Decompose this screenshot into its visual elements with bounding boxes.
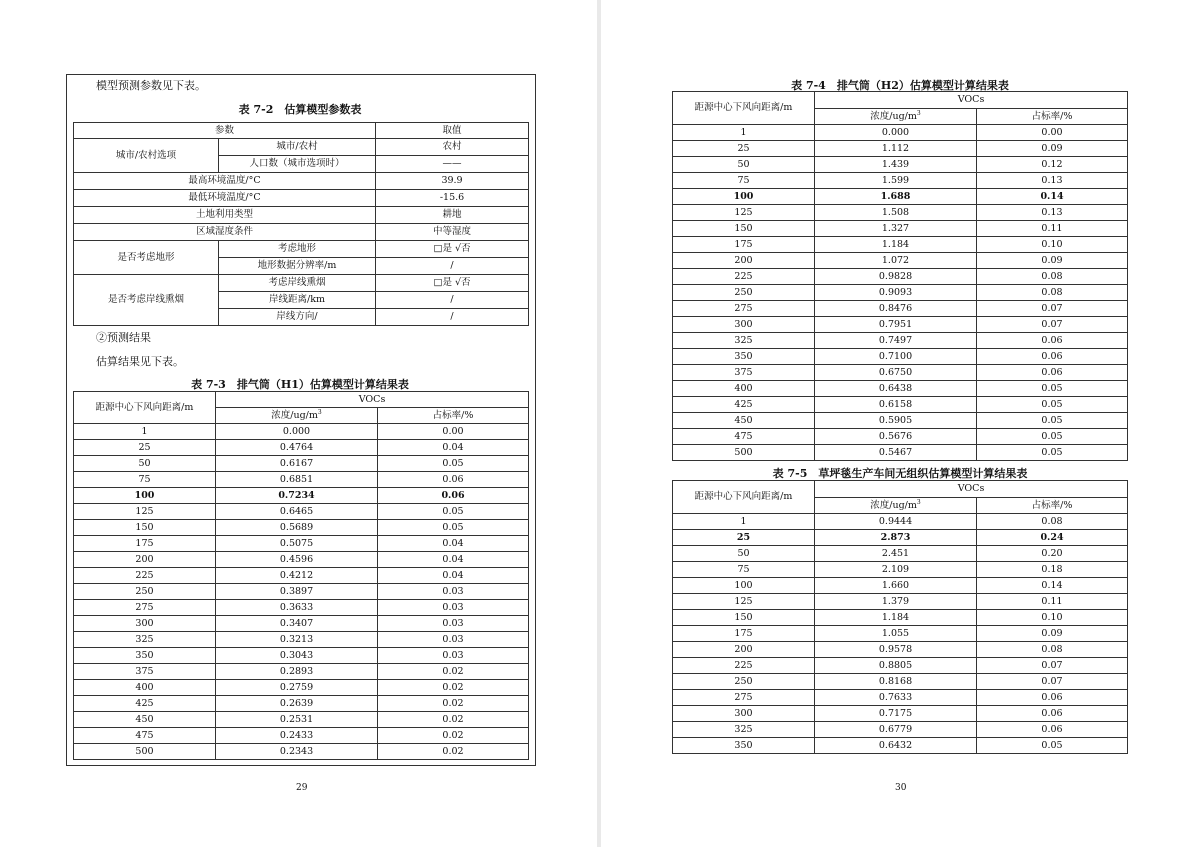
- ratio-cell: 0.13: [977, 173, 1128, 189]
- concentration-cell: 0.8805: [815, 658, 977, 674]
- table-row: [673, 626, 1128, 642]
- concentration-cell: 0.5467: [815, 445, 977, 461]
- table-row: [74, 680, 529, 696]
- table-row: [673, 205, 1128, 221]
- distance-cell: 200: [74, 552, 216, 568]
- distance-cell: 100: [673, 189, 815, 205]
- ratio-cell: 0.14: [977, 189, 1128, 205]
- table-row: [74, 440, 529, 456]
- distance-cell: 325: [673, 333, 815, 349]
- ratio-cell: 0.04: [378, 440, 529, 456]
- concentration-cell: 0.6167: [216, 456, 378, 472]
- concentration-cell: 1.599: [815, 173, 977, 189]
- ratio-cell: 0.05: [977, 413, 1128, 429]
- table-row: [673, 269, 1128, 285]
- concentration-cell: 0.3897: [216, 584, 378, 600]
- col-distance-header: 距源中心下风向距离/m: [673, 92, 815, 125]
- result-intro-text: 估算结果见下表。: [96, 355, 184, 368]
- concentration-cell: 0.2343: [216, 744, 378, 760]
- param-name: 区域湿度条件: [74, 224, 376, 241]
- table-row: [74, 472, 529, 488]
- table-row: [74, 744, 529, 760]
- col-ratio-header: 占标率/%: [378, 408, 529, 424]
- distance-cell: 225: [74, 568, 216, 584]
- table-row: [74, 712, 529, 728]
- concentration-cell: 0.2759: [216, 680, 378, 696]
- ratio-cell: 0.10: [977, 237, 1128, 253]
- document-page-right: [601, 0, 1202, 847]
- table-row: [74, 632, 529, 648]
- distance-cell: 25: [74, 440, 216, 456]
- concentration-cell: 0.7497: [815, 333, 977, 349]
- distance-cell: 500: [673, 445, 815, 461]
- table-row: [673, 690, 1128, 706]
- concentration-cell: 0.6750: [815, 365, 977, 381]
- col-ratio-header: 占标率/%: [977, 109, 1128, 125]
- table-row: [673, 642, 1128, 658]
- table-row: [673, 157, 1128, 173]
- concentration-cell: 0.6779: [815, 722, 977, 738]
- param-name: 土地利用类型: [74, 207, 376, 224]
- distance-cell: 450: [74, 712, 216, 728]
- table-row: [673, 333, 1128, 349]
- distance-cell: 200: [673, 642, 815, 658]
- table-row: [673, 722, 1128, 738]
- distance-cell: 475: [673, 429, 815, 445]
- distance-cell: 100: [74, 488, 216, 504]
- table-row: [673, 381, 1128, 397]
- concentration-cell: 0.6158: [815, 397, 977, 413]
- table-row: [673, 173, 1128, 189]
- table-row: [673, 445, 1128, 461]
- coastline-label: 是否考虑岸线熏烟: [74, 275, 219, 326]
- concentration-cell: 0.3633: [216, 600, 378, 616]
- table-row: [74, 568, 529, 584]
- distance-cell: 425: [673, 397, 815, 413]
- ratio-cell: 0.08: [977, 269, 1128, 285]
- distance-cell: 475: [74, 728, 216, 744]
- ratio-cell: 0.05: [977, 381, 1128, 397]
- ratio-cell: 0.03: [378, 584, 529, 600]
- ratio-cell: 0.06: [378, 472, 529, 488]
- distance-cell: 75: [74, 472, 216, 488]
- param-value: 中等湿度: [376, 224, 529, 241]
- table-row: [673, 317, 1128, 333]
- ratio-cell: 0.02: [378, 712, 529, 728]
- concentration-cell: 0.2893: [216, 664, 378, 680]
- distance-cell: 150: [74, 520, 216, 536]
- ratio-cell: 0.03: [378, 616, 529, 632]
- distance-cell: 100: [673, 578, 815, 594]
- table-row: [673, 562, 1128, 578]
- distance-cell: 375: [673, 365, 815, 381]
- table-row: [74, 504, 529, 520]
- table-7-3-caption: 表 7-3 排气筒（H1）估算模型计算结果表: [191, 378, 409, 391]
- ratio-cell: 0.08: [977, 514, 1128, 530]
- table-row: [74, 696, 529, 712]
- table-row: [74, 616, 529, 632]
- distance-cell: 200: [673, 253, 815, 269]
- ratio-cell: 0.05: [977, 738, 1128, 754]
- ratio-cell: 0.09: [977, 626, 1128, 642]
- concentration-cell: 1.112: [815, 141, 977, 157]
- ratio-cell: 0.06: [977, 349, 1128, 365]
- table-row: [673, 594, 1128, 610]
- ratio-cell: 0.09: [977, 253, 1128, 269]
- table-7-5-caption: 表 7-5 草坪毯生产车间无组织估算模型计算结果表: [772, 467, 1028, 480]
- table-row: [673, 365, 1128, 381]
- ratio-cell: 0.10: [977, 610, 1128, 626]
- table-row: [673, 706, 1128, 722]
- distance-cell: 1: [74, 424, 216, 440]
- concentration-cell: 0.7951: [815, 317, 977, 333]
- concentration-cell: 0.9578: [815, 642, 977, 658]
- ratio-cell: 0.00: [378, 424, 529, 440]
- table-row: [673, 530, 1128, 546]
- distance-cell: 300: [74, 616, 216, 632]
- ratio-cell: 0.07: [977, 317, 1128, 333]
- concentration-cell: 0.2531: [216, 712, 378, 728]
- concentration-cell: 0.5075: [216, 536, 378, 552]
- concentration-cell: 1.660: [815, 578, 977, 594]
- distance-cell: 500: [74, 744, 216, 760]
- table-row: [673, 429, 1128, 445]
- concentration-cell: 1.055: [815, 626, 977, 642]
- concentration-cell: 0.4212: [216, 568, 378, 584]
- ratio-cell: 0.02: [378, 664, 529, 680]
- distance-cell: 350: [673, 349, 815, 365]
- table-row: [673, 578, 1128, 594]
- distance-cell: 175: [673, 237, 815, 253]
- distance-cell: 1: [673, 514, 815, 530]
- ratio-cell: 0.08: [977, 285, 1128, 301]
- workshop-results-table: [672, 480, 1128, 754]
- param-name: 地形数据分辨率/m: [219, 258, 376, 275]
- table-row: [74, 728, 529, 744]
- table-row: [673, 349, 1128, 365]
- table-row: [673, 658, 1128, 674]
- param-value: □是 √否: [376, 241, 529, 258]
- concentration-cell: 1.184: [815, 610, 977, 626]
- ratio-cell: 0.13: [977, 205, 1128, 221]
- distance-cell: 250: [673, 285, 815, 301]
- distance-cell: 125: [673, 205, 815, 221]
- table-row: [673, 189, 1128, 205]
- concentration-cell: 0.8476: [815, 301, 977, 317]
- param-name: 城市/农村: [219, 139, 376, 156]
- distance-cell: 125: [74, 504, 216, 520]
- distance-cell: 125: [673, 594, 815, 610]
- parameter-table: [73, 122, 529, 326]
- concentration-cell: 0.3407: [216, 616, 378, 632]
- page-number: 30: [895, 783, 907, 793]
- distance-cell: 350: [673, 738, 815, 754]
- concentration-cell: 0.3213: [216, 632, 378, 648]
- ratio-cell: 0.07: [977, 301, 1128, 317]
- ratio-cell: 0.18: [977, 562, 1128, 578]
- ratio-cell: 0.06: [977, 706, 1128, 722]
- ratio-cell: 0.24: [977, 530, 1128, 546]
- distance-cell: 175: [673, 626, 815, 642]
- ratio-cell: 0.05: [378, 456, 529, 472]
- param-name: 岸线距离/km: [219, 292, 376, 309]
- ratio-cell: 0.02: [378, 680, 529, 696]
- table-row: [673, 397, 1128, 413]
- table-row: [74, 424, 529, 440]
- h2-results-table: [672, 91, 1128, 461]
- table-row: [673, 546, 1128, 562]
- concentration-cell: 0.4764: [216, 440, 378, 456]
- distance-cell: 75: [673, 173, 815, 189]
- param-name: 考虑岸线熏烟: [219, 275, 376, 292]
- concentration-cell: 0.000: [216, 424, 378, 440]
- concentration-cell: 1.072: [815, 253, 977, 269]
- table-row: [673, 253, 1128, 269]
- param-value: 39.9: [376, 173, 529, 190]
- distance-cell: 275: [673, 690, 815, 706]
- distance-cell: 250: [673, 674, 815, 690]
- concentration-cell: 0.6465: [216, 504, 378, 520]
- param-name: 最低环境温度/°C: [74, 190, 376, 207]
- ratio-cell: 0.06: [977, 690, 1128, 706]
- distance-cell: 275: [673, 301, 815, 317]
- intro-text: 模型预测参数见下表。: [96, 79, 206, 92]
- concentration-cell: 1.184: [815, 237, 977, 253]
- distance-cell: 150: [673, 610, 815, 626]
- param-name: 人口数（城市选项时）: [219, 156, 376, 173]
- urban-rural-label: 城市/农村选项: [74, 139, 219, 173]
- param-value: /: [376, 258, 529, 275]
- ratio-cell: 0.05: [977, 397, 1128, 413]
- concentration-cell: 0.6438: [815, 381, 977, 397]
- concentration-cell: 1.379: [815, 594, 977, 610]
- param-value: /: [376, 292, 529, 309]
- concentration-cell: 1.508: [815, 205, 977, 221]
- concentration-cell: 1.688: [815, 189, 977, 205]
- param-value: □是 √否: [376, 275, 529, 292]
- concentration-cell: 0.7100: [815, 349, 977, 365]
- col-ratio-header: 占标率/%: [977, 498, 1128, 514]
- ratio-cell: 0.04: [378, 552, 529, 568]
- concentration-cell: 0.3043: [216, 648, 378, 664]
- concentration-cell: 1.327: [815, 221, 977, 237]
- distance-cell: 300: [673, 317, 815, 333]
- param-value: 耕地: [376, 207, 529, 224]
- table-row: [74, 600, 529, 616]
- ratio-cell: 0.12: [977, 157, 1128, 173]
- ratio-cell: 0.06: [977, 722, 1128, 738]
- param-name: 岸线方向/: [219, 309, 376, 326]
- table-row: [673, 221, 1128, 237]
- table-row: [673, 514, 1128, 530]
- ratio-cell: 0.02: [378, 744, 529, 760]
- concentration-cell: 0.6851: [216, 472, 378, 488]
- distance-cell: 250: [74, 584, 216, 600]
- table-row: [673, 674, 1128, 690]
- col-concentration-header: 浓度$/ug/m^3$: [815, 498, 977, 514]
- ratio-cell: 0.02: [378, 728, 529, 744]
- concentration-cell: 2.109: [815, 562, 977, 578]
- distance-cell: 150: [673, 221, 815, 237]
- param-value: -15.6: [376, 190, 529, 207]
- distance-cell: 300: [673, 706, 815, 722]
- distance-cell: 400: [673, 381, 815, 397]
- distance-cell: 50: [74, 456, 216, 472]
- ratio-cell: 0.05: [378, 520, 529, 536]
- concentration-cell: 0.2433: [216, 728, 378, 744]
- concentration-cell: 2.451: [815, 546, 977, 562]
- distance-cell: 400: [74, 680, 216, 696]
- table-row: [74, 664, 529, 680]
- ratio-cell: 0.06: [977, 333, 1128, 349]
- ratio-cell: 0.04: [378, 568, 529, 584]
- table-row: [74, 456, 529, 472]
- table-row: [673, 301, 1128, 317]
- distance-cell: 325: [673, 722, 815, 738]
- col-concentration-header: 浓度$/ug/m^3$: [216, 408, 378, 424]
- ratio-cell: 0.03: [378, 648, 529, 664]
- col-group-header: VOCs: [216, 392, 529, 408]
- concentration-cell: 0.8168: [815, 674, 977, 690]
- distance-cell: 1: [673, 125, 815, 141]
- concentration-cell: 0.9444: [815, 514, 977, 530]
- table-row: [74, 488, 529, 504]
- distance-cell: 225: [673, 658, 815, 674]
- table-row: [673, 610, 1128, 626]
- table-row: [673, 141, 1128, 157]
- ratio-cell: 0.00: [977, 125, 1128, 141]
- col-distance-header: 距源中心下风向距离/m: [673, 481, 815, 514]
- table-row: [74, 648, 529, 664]
- col-concentration-header: 浓度$/ug/m^3$: [815, 109, 977, 125]
- result-heading: ②预测结果: [96, 331, 151, 344]
- ratio-cell: 0.09: [977, 141, 1128, 157]
- ratio-cell: 0.08: [977, 642, 1128, 658]
- param-value: 农村: [376, 139, 529, 156]
- table-row: [74, 536, 529, 552]
- table-row: [74, 552, 529, 568]
- ratio-cell: 0.11: [977, 221, 1128, 237]
- document-page-left: [0, 0, 597, 847]
- concentration-cell: 0.7633: [815, 690, 977, 706]
- table-row: [673, 413, 1128, 429]
- distance-cell: 50: [673, 546, 815, 562]
- distance-cell: 50: [673, 157, 815, 173]
- table-row: [673, 738, 1128, 754]
- distance-cell: 225: [673, 269, 815, 285]
- table-row: [673, 285, 1128, 301]
- ratio-cell: 0.20: [977, 546, 1128, 562]
- ratio-cell: 0.04: [378, 536, 529, 552]
- concentration-cell: 2.873: [815, 530, 977, 546]
- concentration-cell: 0.5689: [216, 520, 378, 536]
- table-row: [673, 125, 1128, 141]
- param-value: /: [376, 309, 529, 326]
- col-distance-header: 距源中心下风向距离/m: [74, 392, 216, 424]
- ratio-cell: 0.05: [378, 504, 529, 520]
- header-param: 参数: [74, 123, 376, 139]
- page-number: 29: [296, 783, 308, 793]
- distance-cell: 375: [74, 664, 216, 680]
- ratio-cell: 0.03: [378, 632, 529, 648]
- concentration-cell: 0.6432: [815, 738, 977, 754]
- h1-results-table: [73, 391, 529, 760]
- distance-cell: 75: [673, 562, 815, 578]
- concentration-cell: 0.7175: [815, 706, 977, 722]
- concentration-cell: 0.4596: [216, 552, 378, 568]
- ratio-cell: 0.06: [977, 365, 1128, 381]
- param-name: 最高环境温度/°C: [74, 173, 376, 190]
- ratio-cell: 0.14: [977, 578, 1128, 594]
- ratio-cell: 0.07: [977, 658, 1128, 674]
- concentration-cell: 0.5905: [815, 413, 977, 429]
- concentration-cell: 0.2639: [216, 696, 378, 712]
- col-group-header: VOCs: [815, 481, 1128, 498]
- terrain-label: 是否考虑地形: [74, 241, 219, 275]
- table-7-4-caption: 表 7-4 排气筒（H2）估算模型计算结果表: [791, 79, 1009, 92]
- ratio-cell: 0.05: [977, 445, 1128, 461]
- col-group-header: VOCs: [815, 92, 1128, 109]
- ratio-cell: 0.07: [977, 674, 1128, 690]
- ratio-cell: 0.03: [378, 600, 529, 616]
- concentration-cell: 0.9828: [815, 269, 977, 285]
- table-row: [74, 584, 529, 600]
- distance-cell: 350: [74, 648, 216, 664]
- concentration-cell: 0.9093: [815, 285, 977, 301]
- distance-cell: 25: [673, 530, 815, 546]
- header-value: 取值: [376, 123, 529, 139]
- concentration-cell: 0.5676: [815, 429, 977, 445]
- distance-cell: 175: [74, 536, 216, 552]
- distance-cell: 275: [74, 600, 216, 616]
- ratio-cell: 0.02: [378, 696, 529, 712]
- table-row: [74, 520, 529, 536]
- table-7-2-caption: 表 7-2 估算模型参数表: [238, 103, 362, 116]
- distance-cell: 425: [74, 696, 216, 712]
- distance-cell: 325: [74, 632, 216, 648]
- param-name: 考虑地形: [219, 241, 376, 258]
- ratio-cell: 0.11: [977, 594, 1128, 610]
- param-value: ——: [376, 156, 529, 173]
- distance-cell: 450: [673, 413, 815, 429]
- concentration-cell: 0.7234: [216, 488, 378, 504]
- distance-cell: 25: [673, 141, 815, 157]
- table-row: [673, 237, 1128, 253]
- ratio-cell: 0.06: [378, 488, 529, 504]
- concentration-cell: 1.439: [815, 157, 977, 173]
- ratio-cell: 0.05: [977, 429, 1128, 445]
- concentration-cell: 0.000: [815, 125, 977, 141]
